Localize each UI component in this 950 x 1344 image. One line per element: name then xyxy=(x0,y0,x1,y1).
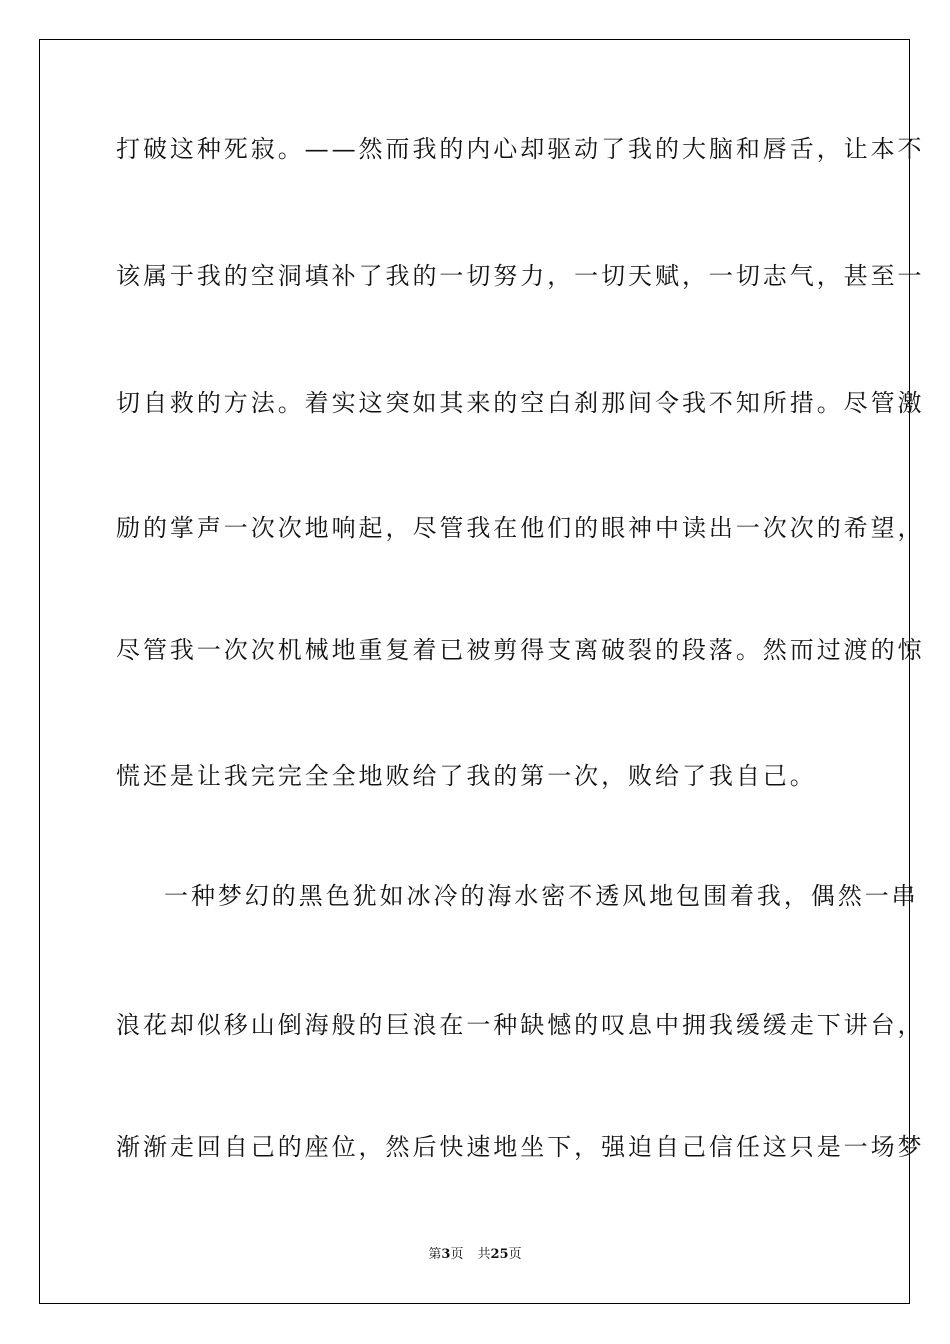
text-line: 切自救的方法。着实这突如其来的空白刹那间令我不知所措。尽管激 xyxy=(116,389,925,417)
page-border xyxy=(39,39,910,1304)
total-suffix: 页 xyxy=(508,1247,522,1262)
total-pages: 25 xyxy=(490,1247,509,1262)
text-line: 尽管我一次次机械地重复着已被剪得支离破裂的段落。然而过渡的惊 xyxy=(116,636,925,664)
text-line: 慌还是让我完完全全地败给了我的第一次，败给了我自己。 xyxy=(116,762,817,790)
page-number: 3 xyxy=(441,1247,451,1262)
text-line: 渐渐走回自己的座位，然后快速地坐下，强迫自己信任这只是一场梦 xyxy=(116,1133,925,1161)
page-suffix: 页 xyxy=(450,1247,464,1262)
text-line: 浪花却似移山倒海般的巨浪在一种缺憾的叹息中拥我缓缓走下讲台， xyxy=(116,1011,925,1039)
page-footer xyxy=(0,1246,950,1264)
page-prefix: 第 xyxy=(428,1247,442,1262)
text-line: 该属于我的空洞填补了我的一切努力，一切天赋，一切志气，甚至一 xyxy=(116,262,925,290)
paragraph-start-line: 一种梦幻的黑色犹如冰冷的海水密不透风地包围着我，偶然一串 xyxy=(164,882,919,910)
text-line: 励的掌声一次次地响起，尽管我在他们的眼神中读出一次次的希望， xyxy=(116,514,925,542)
total-prefix: 共 xyxy=(477,1247,491,1262)
text-line: 打破这种死寂。——然而我的内心却驱动了我的大脑和唇舌，让本不 xyxy=(116,135,925,163)
